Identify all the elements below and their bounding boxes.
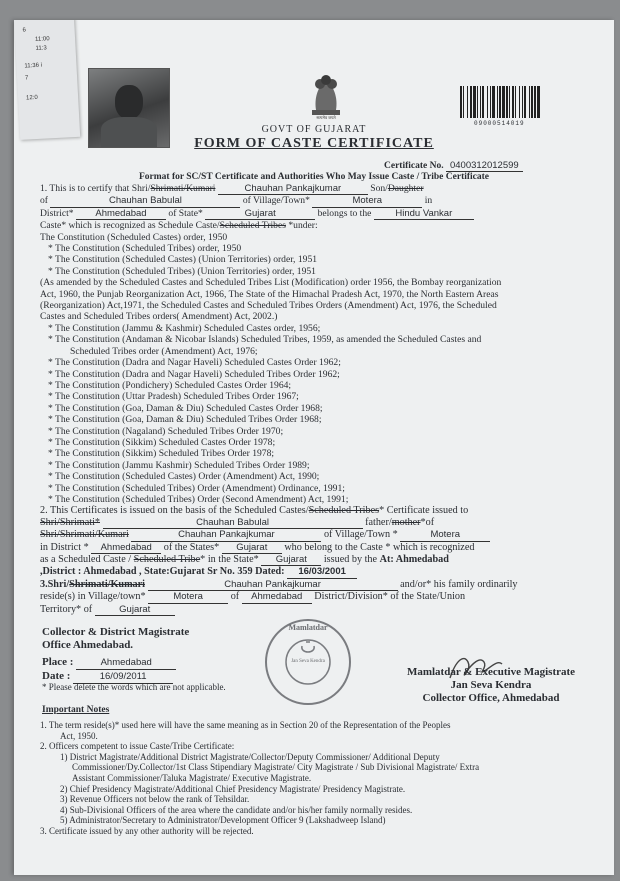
issue-date-field: 16/03/2001 (287, 566, 357, 578)
district-field-2: Ahmedabad (91, 542, 161, 554)
seal-ring-text: Mamlatdar (288, 623, 328, 632)
state-field-4: Gujarat (95, 604, 175, 616)
format-heading: Format for SC/ST Certificate and Authorities Who May Issue Caste / Tribe Certificate (138, 172, 490, 182)
state-emblem-icon (304, 70, 348, 120)
certificate-number-value: 0400312012599 (446, 160, 523, 172)
state-field: Gujarat (205, 208, 315, 220)
surname-field: Chauhan Pankajkumar (218, 183, 368, 195)
mamlatdar-seal-icon (262, 616, 354, 708)
village-field-3: Motera (148, 591, 228, 603)
certificate-number (384, 160, 523, 171)
under-text-1: 6 (22, 27, 27, 34)
page-title: FORM OF CASTE CERTIFICATE (194, 136, 434, 151)
underlying-paper (14, 20, 80, 140)
place-date-block: Place : Ahmedabad Date : 16/09/2011 (42, 656, 176, 684)
certificate-number-label: Certificate No. (384, 161, 444, 171)
state-field-2: Gujarat (222, 542, 282, 554)
district-field-3: Ahmedabad (242, 591, 312, 603)
seal-text: Jan Seva Kendra (291, 659, 325, 664)
important-notes: 1. The term reside(s)* used here will have the same meaning as in Section 20 of the Representation of the Peoples Act, 1950. 2. Officers competent to issue Caste/Tribe Certificate: 1) District Magistrate/Additional District Magistrate/Collector/Deputy Commissioner/ Additional Deputy Commissioner/Dy.Collector/1st Class Stipendiary Magistrate/ City Magistrate / Sub Divisional Magistrate/ Extra Assistant Commissioner/Taluka Magistrate/ Executive Magistrate. 2) Chief Presidency Magistrate/Additional Chief Presidency Magistrate/ Presidency Magistrate. 3) Revenue Officers not below the rank of Tehsildar. 4) Sub-Divisional Officers of the area where the candidate and/or his/her family normally resides. 5) Administrator/Secretary to Administrator/Development Officer 9 (Lakshadweep Island) 3. Certificate issued by any other authority will be rejected. (40, 720, 480, 836)
place-field: Ahmedabad (76, 656, 176, 670)
government-name: GOVT OF GUJARAT (261, 124, 367, 135)
village-field-2: Motera (400, 529, 490, 541)
under-text-4: 11:36 i (24, 62, 43, 70)
under-text-3: 11:3 (35, 45, 47, 52)
delete-note: * Please delete the words which are not applicable. (42, 682, 226, 692)
important-notes-heading: Important Notes (42, 705, 110, 715)
date-field: 16/09/2011 (73, 670, 173, 684)
applicant-field-3: Chauhan Pankajkumar (148, 579, 398, 591)
father-name-field: Chauhan Babulal (50, 195, 240, 207)
para1-line1: 1. This is to certify that Shri/Shrimati/Kumari Chauhan Pankajkumar Son/Daughter (40, 183, 424, 194)
village-field: Motera (312, 195, 422, 207)
under-text-2: 11:00 (34, 36, 50, 43)
state-field-3: Gujarat (261, 554, 321, 566)
caste-field: Hindu Vankar (374, 208, 474, 220)
father-field-2: Chauhan Babulal (103, 517, 363, 529)
emblem-motto: सत्यमेव जयते (316, 115, 336, 120)
barcode (460, 86, 564, 118)
certificate-page (14, 20, 614, 875)
certificate-body: 1. This is to certify that Shri/Shrimati/Kumari Chauhan Pankajkumar Son/Daughter of Chauhan Babulal of Village/Town* Motera in District* Ahmedabad of State* Gujarat belongs to the Hindu Vankar Caste* which is recognized as Schedule Caste/Scheduled Tribes *under: The Constitution (Scheduled Castes) order, 1950 * The Constitution (Scheduled Tribes) order, 1950 * The Constitution (Scheduled Castes) (Union Territories) order, 1951 * The Constitution (Scheduled Tribes) (Union Territories) order, 1951 (As amended by the Scheduled Castes and Scheduled Tribes List (Modification) order 1956, the Bombay reorganization Act, 1960, the Punjab Reorganization Act, 1966, The State of the Himachal Pradesh Act, 1970, the North Eastern Areas (Reorganization) Act,1971, the Scheduled Castes and Scheduled Tribes Orders (Amendment) Act, 1976, the Scheduled Castes and Scheduled Tribes orders( Amendment) Act, 2002.) * The Constitution (Jammu & Kashmir) Scheduled Castes order, 1956; * The Constitution (Andaman & Nicobar Islands) Scheduled Tribes, 1959, as amended the Scheduled Castes and Scheduled Tribes order (Amendment) Act, 1976; * The Constitution (Dadra and Nagar Haveli) Scheduled Castes Order 1962; * The Constitution (Dadra and Nagar Haveli) Scheduled Tribes Order 1962; * The Constitution (Pondichery) Scheduled Castes Order 1964; * The Constitution (Uttar Pradesh) Scheduled Tribes Order 1967; * The Constitution (Goa, Daman & Diu) Scheduled Castes Order 1968; * The Constitution (Goa, Daman & Diu) Scheduled Tribes Order 1968; * The Constitution (Nagaland) Scheduled Tribes Order 1970; * The Constitution (Sikkim) Scheduled Castes Order 1978; * The Constitution (Sikkim) Scheduled Tribes Order 1978; * The Constitution (Jammu Kashmir) Scheduled Tribes Order 1989; * The Constitution (Scheduled Castes) Order (Amendment) Act, 1990; * The Constitution (Scheduled Tribes) Order (Amendment) Ordinance, 1991; * The Constitution (Scheduled Tribes) Order (Second Amendment) Act, 1991; 2. This Certificates is issued on the basis of the Scheduled Castes/Scheduled Tribes* Certificate issued to Shri/Shrimati* Chauhan Babulal father/mother*of Shri/Shrimati/Kumari Chauhan Pankajkumar of Village/Town * Motera in District * Ahmedabad of the States* Gujarat who belong to the Caste * which is recognized as a Scheduled Caste / Scheduled Tribe* in the State* Gujarat issued by the At: Ahmedabad ,District : Ahmedabad , State:Gujarat Sr No. 359 Dated: 16/03/2001 3.Shri/Shrimati/Kumari Chauhan Pankajkumar and/or* his family ordinarily reside(s) in Village/town* Motera of Ahmedabad District/Division* of the State/Union Territory* of Gujarat (40, 183, 596, 616)
collector-signature-block: Collector & District Magistrate Office Ahmedabad. (42, 626, 190, 651)
applicant-field-2: Chauhan Pankajkumar (131, 529, 321, 541)
district-field: Ahmedabad (76, 208, 166, 220)
under-text-5: 7 (24, 75, 29, 82)
barcode-number: 09000514019 (474, 120, 525, 127)
under-text-6: 12:0 (25, 94, 38, 102)
mamlatdar-signature-block: Mamlatdar & Executive Magistrate Jan Seva Kendra Collector Office, Ahmedabad (406, 666, 576, 704)
